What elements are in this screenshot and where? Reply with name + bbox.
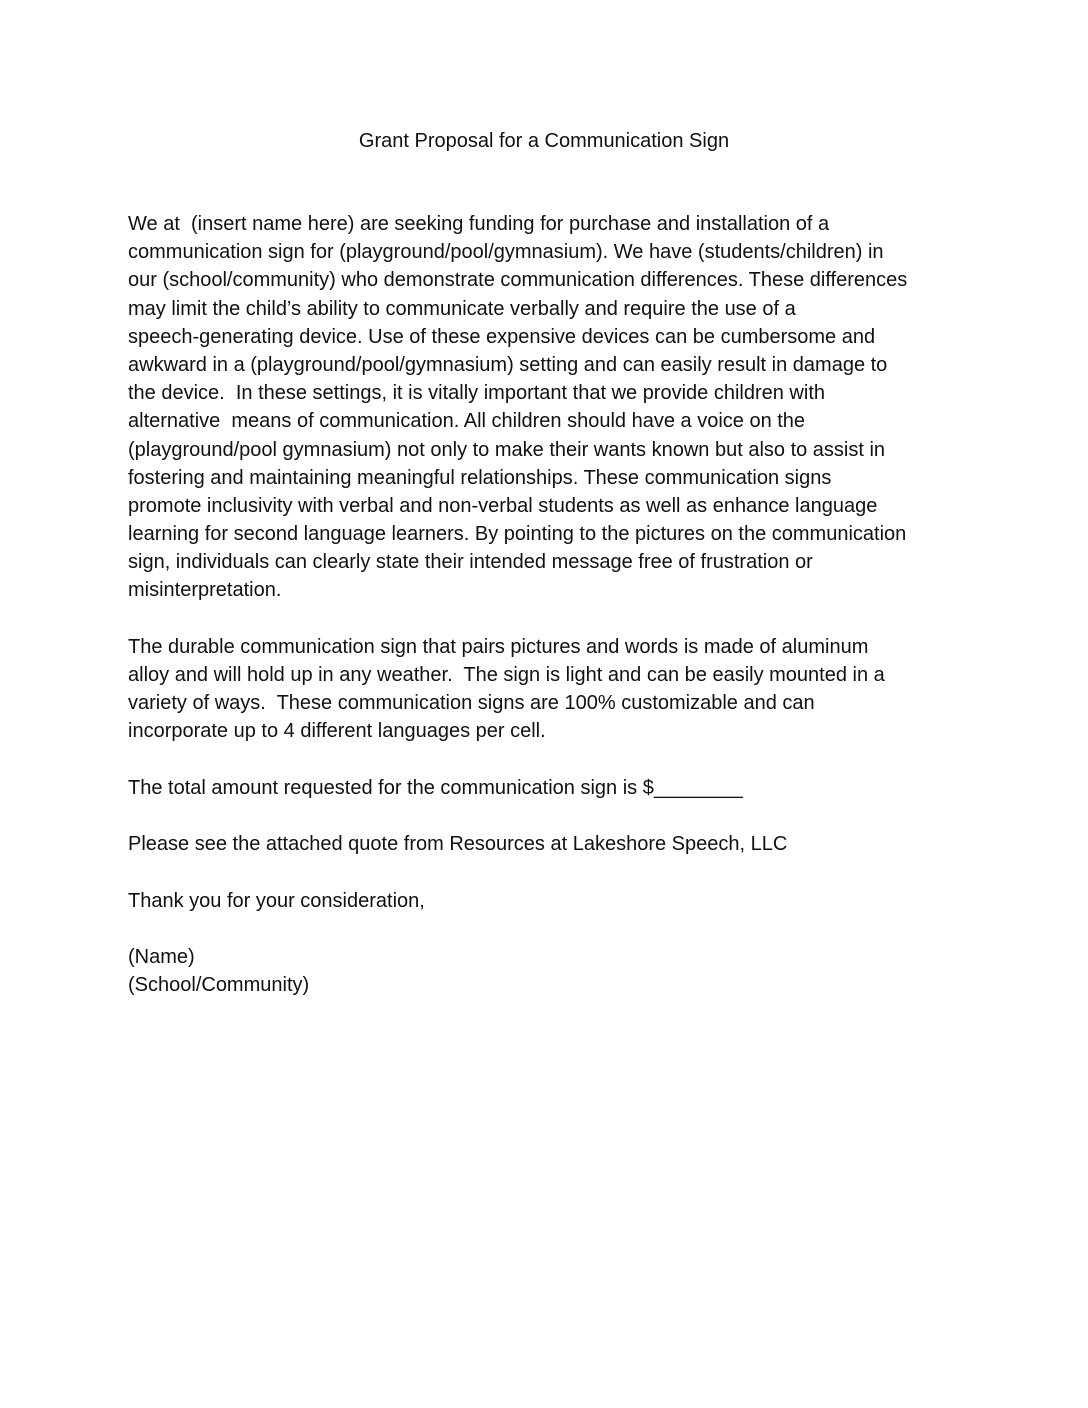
text-line: communication sign for (playground/pool/gymnasium). We have (students/children) in xyxy=(128,241,884,264)
paragraph-sign-details xyxy=(128,633,968,746)
text-line: speech-generating device. Use of these expensive devices can be cumbersome and xyxy=(128,325,876,348)
signature-organization: (School/Community) xyxy=(128,974,310,997)
paragraph-spacer xyxy=(128,858,968,886)
paragraph-spacer xyxy=(128,605,968,633)
text-line: (playground/pool gymnasium) not only to make their wants known but also to assist in xyxy=(128,438,886,461)
signature-name: (Name) xyxy=(128,945,195,968)
text-line: promote inclusivity with verbal and non-verbal students as well as enhance language xyxy=(128,494,878,517)
text-line: the device. In these settings, it is vitally important that we provide children with xyxy=(128,382,826,405)
amount-requested-line: The total amount requested for the communication sign is $________ xyxy=(128,776,743,799)
text-line: misinterpretation. xyxy=(128,579,282,602)
paragraph-spacer xyxy=(128,746,968,774)
closing-line: Thank you for your consideration, xyxy=(128,889,425,912)
text-line: learning for second language learners. By pointing to the pictures on the communication xyxy=(128,523,907,546)
text-line: fostering and maintaining meaningful relationships. These communication signs xyxy=(128,466,832,489)
text-line: alternative means of communication. All children should have a voice on the xyxy=(128,410,806,433)
text-line: awkward in a (playground/pool/gymnasium) setting and can easily result in damage to xyxy=(128,353,888,376)
document-body xyxy=(128,210,968,999)
quote-reference-line: Please see the attached quote from Resources at Lakeshore Speech, LLC xyxy=(128,833,788,856)
text-line: may limit the child’s ability to communicate verbally and require the use of a xyxy=(128,297,796,320)
text-line: alloy and will hold up in any weather. The sign is light and can be easily mounted in a xyxy=(128,664,885,686)
text-line: our (school/community) who demonstrate communication differences. These differences xyxy=(128,269,908,292)
document-title: Grant Proposal for a Communication Sign xyxy=(358,130,730,152)
text-line: The durable communication sign that pairs pictures and words is made of aluminum xyxy=(128,635,869,658)
text-line: sign, individuals can clearly state their intended message free of frustration or xyxy=(128,551,813,574)
text-line: variety of ways. These communication signs are 100% customizable and can xyxy=(128,692,815,715)
text-line: incorporate up to 4 different languages per cell. xyxy=(128,720,546,743)
text-line: We at (insert name here) are seeking funding for purchase and installation of a xyxy=(128,213,830,235)
paragraph-spacer xyxy=(128,915,968,943)
paragraph-spacer xyxy=(128,802,968,830)
paragraph-intro xyxy=(128,210,968,605)
